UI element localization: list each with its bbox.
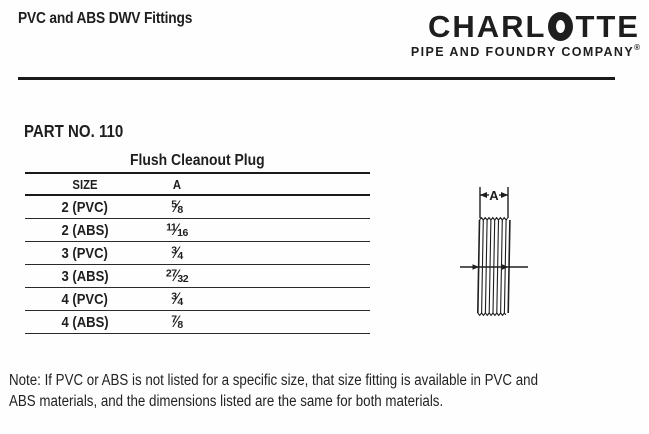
dimension-arrow-right-icon: [501, 192, 508, 198]
table-row: [25, 288, 370, 311]
size-cell: 3 (PVC): [61, 244, 109, 262]
size-cell: 3 (ABS): [61, 267, 109, 285]
thread-bottom-edge: [478, 313, 506, 315]
dimension-a-cell: $^5$⁄8: [171, 197, 183, 216]
logo-o-icon: [548, 12, 573, 41]
thread-top-edge: [480, 218, 508, 220]
logo-text-pre: CHARL: [427, 9, 547, 44]
fittings-dimension-table: [25, 150, 370, 334]
dimension-label: A: [489, 188, 499, 203]
note-text: [9, 371, 624, 412]
note-line-2: ABS materials, and the dimensions listed are the same for both materials.: [9, 392, 444, 410]
logo-wordmark: [411, 9, 640, 44]
page-title: PVC and ABS DWV Fittings: [18, 10, 193, 27]
logo-subtitle: PIPE AND FOUNDRY COMPANY®: [410, 43, 640, 59]
note-line-1: Note: If PVC or ABS is not listed for a specific size, that size fitting is available in PVC and: [9, 372, 539, 389]
size-cell: 2 (PVC): [61, 198, 109, 216]
part-number-heading: PART NO. 110: [24, 121, 124, 141]
table-row: [25, 196, 370, 219]
dimension-a-cell: $^{27}$⁄32: [165, 266, 189, 285]
header-divider-rule: [18, 77, 615, 80]
dimension-a-cell: $^{11}$⁄16: [166, 220, 188, 239]
logo-text-post: TTE: [575, 9, 640, 44]
table-row: [25, 242, 370, 265]
charlotte-logo: [410, 9, 640, 59]
dimension-a-cell: $^3$⁄4: [171, 289, 183, 308]
table-body: [25, 196, 370, 334]
registered-trademark: ®: [634, 43, 640, 52]
size-cell: 4 (PVC): [61, 290, 109, 308]
size-cell: 4 (ABS): [61, 313, 109, 331]
dimension-arrow-left-icon: [480, 192, 487, 198]
table-header-row: [25, 174, 370, 196]
table-row: [25, 265, 370, 288]
table-row: [25, 219, 370, 242]
column-header-a: A: [172, 176, 182, 192]
dimension-a-cell: $^7$⁄8: [171, 312, 183, 331]
dimension-a-cell: $^3$⁄4: [171, 243, 183, 262]
table-title: Flush Cleanout Plug: [25, 150, 370, 174]
column-header-size: SIZE: [72, 176, 98, 192]
size-cell: 2 (ABS): [61, 221, 109, 239]
table-row: [25, 311, 370, 334]
cleanout-plug-diagram: [442, 160, 582, 350]
